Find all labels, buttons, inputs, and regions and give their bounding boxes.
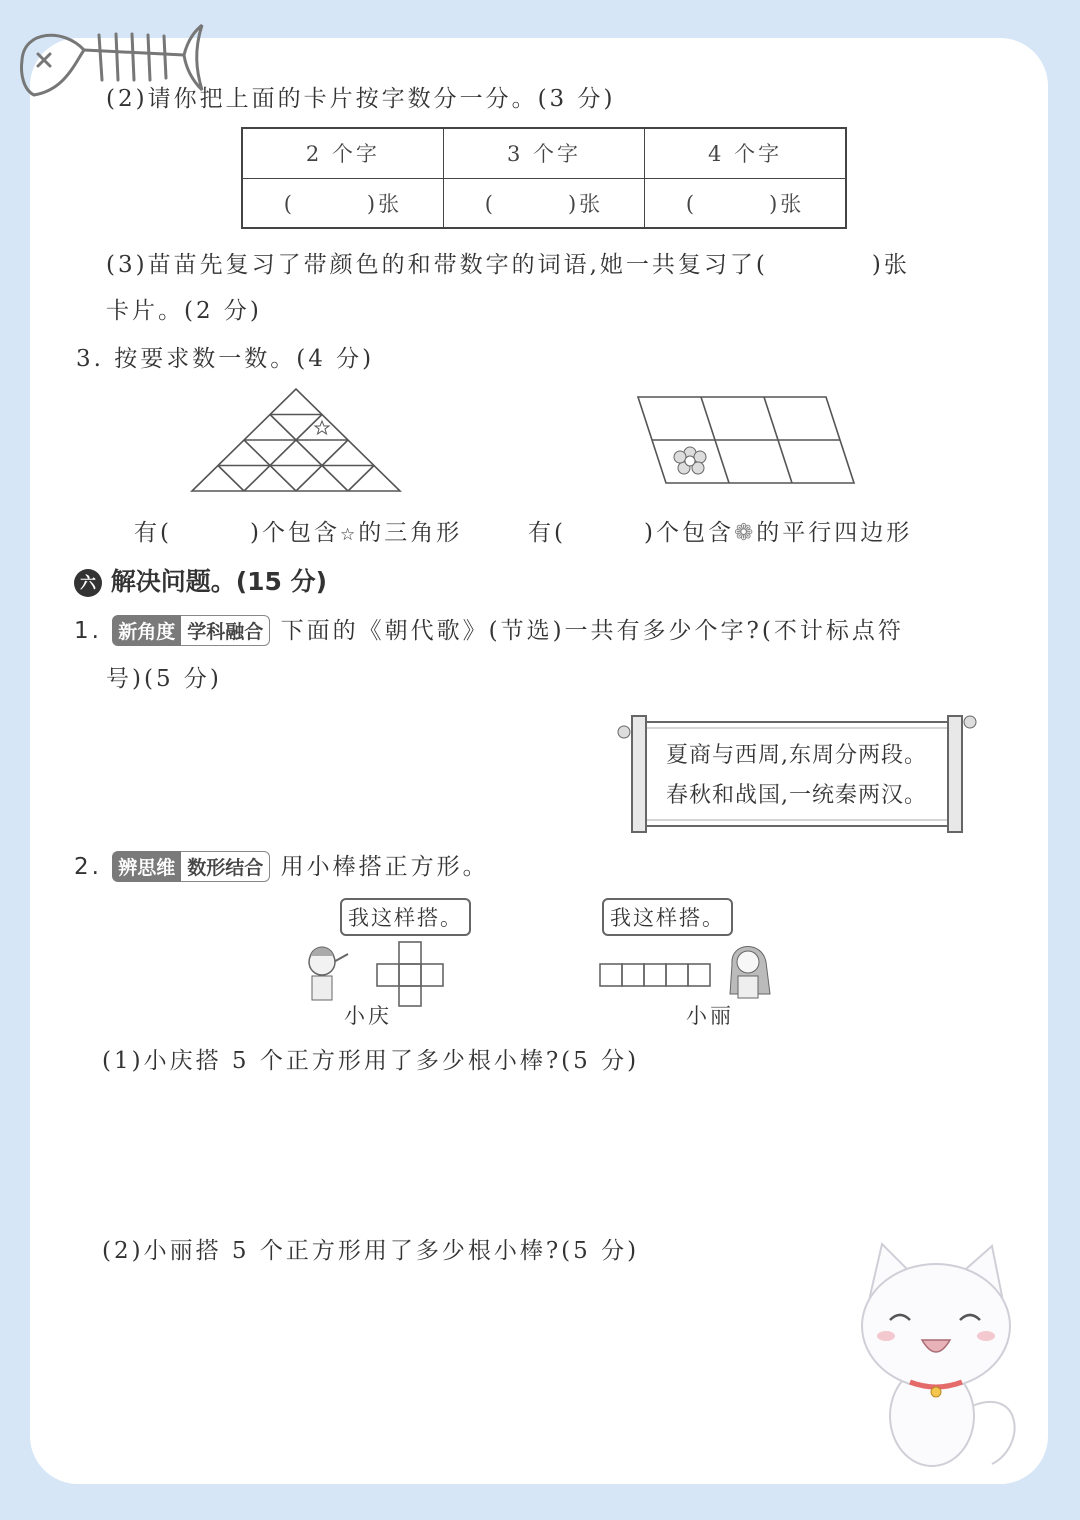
flower-icon: ❁ (733, 520, 757, 546)
section-title: 解决问题。(15 分) (110, 567, 328, 596)
star-icon (315, 421, 329, 434)
cat-mascot-icon (852, 1236, 1032, 1476)
table-header: 3 个字 (443, 128, 644, 178)
problem-1-line1: 1. 新角度 学科融合 下面的《朝代歌》(节选)一共有多少个字?(不计标点符 (74, 612, 904, 646)
q2-2-prompt: (2)请你把上面的卡片按字数分一分。(3 分) (106, 86, 616, 112)
card-count-table (241, 127, 847, 229)
problem-2-q1: (1)小庆搭 5 个正方形用了多少根小棒?(5 分) (102, 1048, 640, 1074)
speech-bubble-left: 我这样搭。 (340, 898, 471, 936)
row-squares-figure (596, 934, 782, 1008)
problem-2-q2: (2)小丽搭 5 个正方形用了多少根小棒?(5 分) (102, 1238, 640, 1264)
flower-icon (674, 447, 706, 474)
triangle-caption: 有( )个包含☆的三角形 (134, 520, 463, 546)
speech-bubble-right: 我这样搭。 (602, 898, 733, 936)
tag-thinking: 辨思维 (112, 851, 181, 882)
scroll-frame (614, 712, 980, 836)
problem-2-line: 2. 辨思维 数形结合 用小棒搭正方形。 (74, 848, 489, 882)
answer-cell[interactable]: ( )张 (645, 178, 846, 228)
q3-prompt: 3. 按要求数一数。(4 分) (76, 346, 375, 372)
poem-line: 春秋和战国,一统秦两汉。 (666, 783, 927, 808)
girl-avatar-icon (730, 946, 770, 998)
tag-subject-fusion: 学科融合 (181, 615, 270, 646)
q2-3-line2: 卡片。(2 分) (106, 298, 262, 324)
section-6-header (74, 562, 327, 598)
cross-squares-figure (300, 934, 450, 1008)
star-icon: ☆ (339, 525, 359, 545)
answer-cell[interactable]: ( )张 (242, 178, 443, 228)
name-left: 小庆 (344, 1004, 392, 1028)
parallelogram-figure (636, 395, 860, 487)
q2-3-line1: (3)苗苗先复习了带颜色的和带数字的词语,她一共复习了( )张 (106, 252, 910, 278)
problem-1-line2: 号)(5 分) (106, 666, 222, 692)
name-right: 小丽 (686, 1004, 734, 1028)
table-header: 4 个字 (645, 128, 846, 178)
parallelogram-caption: 有( )个包含❁的平行四边形 (528, 520, 913, 546)
poem-line: 夏商与西周,东周分两段。 (666, 743, 927, 768)
table-header: 2 个字 (242, 128, 443, 178)
answer-cell[interactable]: ( )张 (443, 178, 644, 228)
triangle-figure (188, 385, 404, 495)
tag-new-angle: 新角度 (112, 615, 181, 646)
section-number-badge: 六 (74, 569, 102, 597)
tag-number-shape: 数形结合 (181, 851, 270, 882)
